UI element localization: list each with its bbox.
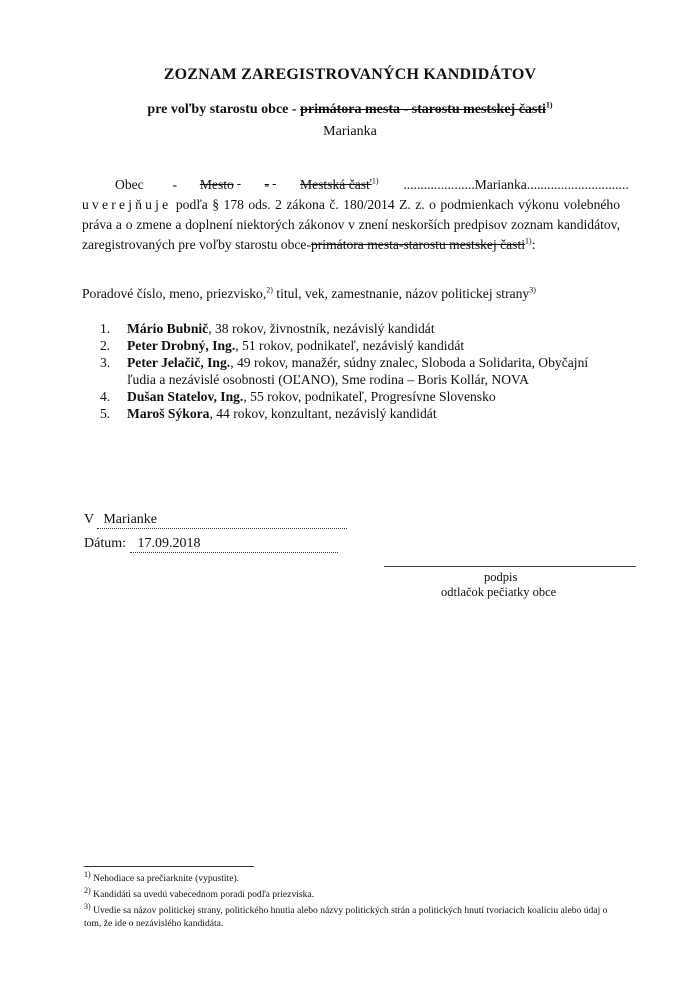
uverejnuje-word: uverejňuje [82, 197, 172, 212]
subtitle-prefix: pre voľby starostu obce - [147, 102, 301, 117]
footnote-text: Uvedie sa názov politickej strany, politického hnutia alebo názvy politických strán a politických hnutí tvoriacich koalíciu alebo údaj o tom, že ide o nezávislého kandidáta. [84, 905, 608, 929]
signature-line [384, 566, 636, 567]
columns-footnote-ref-3: 3) [529, 285, 536, 295]
footnote-divider [84, 866, 254, 867]
candidate-details: , 55 rokov, podnikateľ, Progresívne Slovensko [243, 389, 496, 404]
candidate-details: , 51 rokov, podnikateľ, nezávislý kandidát [235, 338, 465, 353]
candidate-number: 2. [100, 338, 111, 353]
candidate-item [100, 337, 620, 354]
candidate-name: Mário Bubnič [127, 321, 209, 336]
subtitle-struck-text: primátora mesta - starostu mestskej časti [300, 102, 546, 117]
footnotes [84, 869, 624, 933]
footnote-marker: 1) [84, 869, 91, 879]
municipality-value: .....................Marianka.............................. [403, 177, 629, 192]
candidate-name: Dušan Statelov, Ing. [127, 389, 244, 404]
footnote-marker: 2) [84, 885, 91, 895]
obec-dash: - [172, 177, 178, 192]
footnote-text: Nehodiace sa prečiarknite (vypustite). [90, 873, 240, 884]
candidate-item [100, 354, 620, 388]
election-subtitle [0, 102, 700, 118]
place-label: V [84, 512, 94, 527]
candidate-details: , 44 rokov, konzultant, nezávislý kandidát [209, 406, 437, 421]
columns-description [82, 284, 620, 304]
columns-part2: titul, vek, zamestnanie, názov politickej strany [272, 286, 530, 301]
candidate-name: Peter Drobný, Ing. [127, 338, 236, 353]
place-of-signing [84, 512, 347, 529]
candidate-number: 4. [100, 389, 111, 404]
candidate-number: 5. [100, 406, 111, 421]
obec-footnote-ref: 1) [371, 176, 379, 186]
footnote-marker: 3) [84, 901, 91, 911]
document-title: ZOZNAM ZAREGISTROVANÝCH KANDIDÁTOV [163, 66, 537, 83]
footnote-1 [84, 869, 624, 885]
candidate-item [100, 388, 620, 405]
date-label: Dátum: [84, 536, 126, 551]
mestska-cast-struck: Mestská časť [299, 177, 372, 192]
candidate-name: Maroš Sýkora [127, 406, 210, 421]
footnote-2 [84, 885, 624, 901]
date-value: 17.09.2018 [130, 536, 338, 553]
candidate-item [100, 405, 620, 422]
candidate-name: Peter Jelačič, Ing. [127, 355, 231, 370]
paragraph-struck-text: primátora mesta-starostu mestskej časti [310, 237, 526, 252]
stamp-label: odtlačok pečiatky obce [441, 585, 557, 599]
footnote-text: Kandidáti sa uvedú vabecednom poradí podľa priezviska. [90, 889, 315, 900]
obec-label: Obec [115, 177, 144, 192]
signature-label: podpis [484, 570, 518, 584]
candidate-details: , 49 rokov, manažér, súdny znalec, Sloboda a Solidarita, Obyčajní ľudia a nezávislé osobnosti (OĽANO), Sme rodina – Boris Kollár, NOVA [127, 355, 589, 387]
publication-paragraph [82, 195, 620, 255]
date-of-signing [84, 536, 338, 553]
paragraph-colon: : [531, 237, 536, 252]
municipality-name: Marianka [323, 124, 377, 139]
footnote-3 [84, 901, 624, 930]
paragraph-footnote-ref: 1) [525, 236, 532, 246]
paragraph-text: podľa § 178 ods. 2 zákona č. 180/2014 Z. z. o podmienkach výkonu volebného práva a o zmene a doplnení niektorých zákonov v znení neskorších predpisov zoznam kandidátov, zaregistrovaných pre voľby starostu obce- [82, 197, 620, 252]
candidate-number: 1. [100, 321, 111, 336]
place-value: Marianke [97, 512, 347, 529]
municipality-line [115, 175, 629, 195]
subtitle-footnote-ref: 1) [545, 100, 553, 110]
candidate-number: 3. [100, 355, 111, 370]
candidate-item [100, 320, 620, 337]
obec-dash-struck: - [264, 177, 270, 192]
columns-footnote-ref-2: 2) [266, 285, 273, 295]
candidate-list [100, 320, 620, 422]
mesto-struck: Mesto [199, 177, 234, 192]
columns-part1: Poradové číslo, meno, priezvisko, [82, 286, 267, 301]
candidate-details: , 38 rokov, živnostník, nezávislý kandidát [208, 321, 435, 336]
